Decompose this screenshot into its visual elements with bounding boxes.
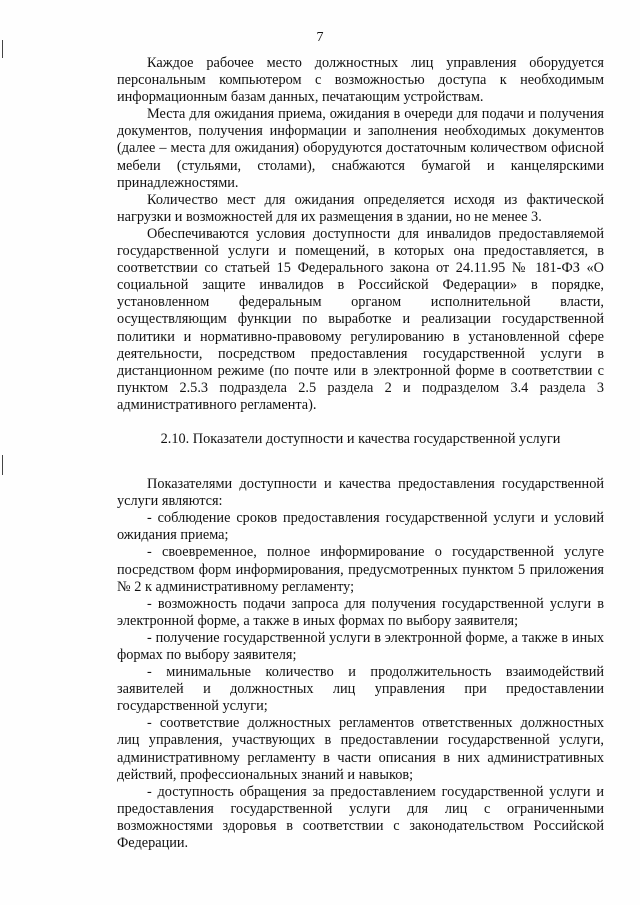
document-body bbox=[117, 55, 604, 852]
list-item: - доступность обращения за предоставлением государственной услуги и предоставления государственной услуги для лиц с ограниченными возможностями здоровья в соответствии с законодательством Российской Федерации. bbox=[117, 783, 604, 852]
intro-paragraph: Показателями доступности и качества предоставления государственной услуги являются: bbox=[117, 476, 604, 510]
list-item: - получение государственной услуги в электронной форме, а также в иных формах по выбору заявителя; bbox=[117, 629, 604, 663]
list-item: - соблюдение сроков предоставления государственной услуги и условий ожидания приема; bbox=[117, 510, 604, 544]
paragraph: Количество мест для ожидания определяется исходя из фактической нагрузки и возможностей для их размещения в здании, но не менее 3. bbox=[117, 191, 604, 225]
paragraph: Каждое рабочее место должностных лиц управления оборудуется персональным компьютером с возможностью доступа к необходимым информационным базам данных, печатающим устройствам. bbox=[117, 55, 604, 106]
scan-edge-mark bbox=[2, 455, 3, 475]
list-item: - возможность подачи запроса для получения государственной услуги в электронной форме, а также в иных формах по выбору заявителя; bbox=[117, 595, 604, 629]
list-item: - своевременное, полное информирование о государственной услуге посредством форм информирования, предусмотренных пунктом 5 приложения № 2 к административному регламенту; bbox=[117, 544, 604, 595]
paragraph: Обеспечиваются условия доступности для инвалидов предоставляемой государственной услуги и помещений, в которых она предоставляется, в соответствии со статьей 15 Федерального закона от 24.11.95 № 181-ФЗ «О социальной защите инвалидов в Российской Федерации» в порядке, установленном федеральным органом исполнительной власти, осуществляющим функции по выработке и реализации государственной политики и нормативно-правовому регулированию в установленной сфере деятельности, посредством предоставления государственной услуги в дистанционном режиме (по почте или в электронной форме в соответствии с пунктом 2.5.3 подраздела 2.5 раздела 2 и подразделом 3.4 раздела 3 административного регламента). bbox=[117, 225, 604, 413]
page-number: 7 bbox=[316, 30, 324, 45]
list-item: - минимальные количество и продолжительность взаимодействий заявителей и должностных лиц управления при предоставлении государственной услуги; bbox=[117, 664, 604, 715]
paragraph: Места для ожидания приема, ожидания в очереди для подачи и получения документов, получения информации и заполнения необходимых документов (далее – места для ожидания) оборудуются достаточным количеством офисной мебели (стульями, столами), снабжаются бумагой и канцелярскими принадлежностями. bbox=[117, 106, 604, 191]
list-item: - соответствие должностных регламентов ответственных должностных лиц управления, участвующих в предоставлении государственной услуги, административному регламенту в части описания в них административных действий, профессиональных знаний и навыков; bbox=[117, 715, 604, 783]
section-heading: 2.10. Показатели доступности и качества государственной услуги bbox=[160, 430, 561, 447]
